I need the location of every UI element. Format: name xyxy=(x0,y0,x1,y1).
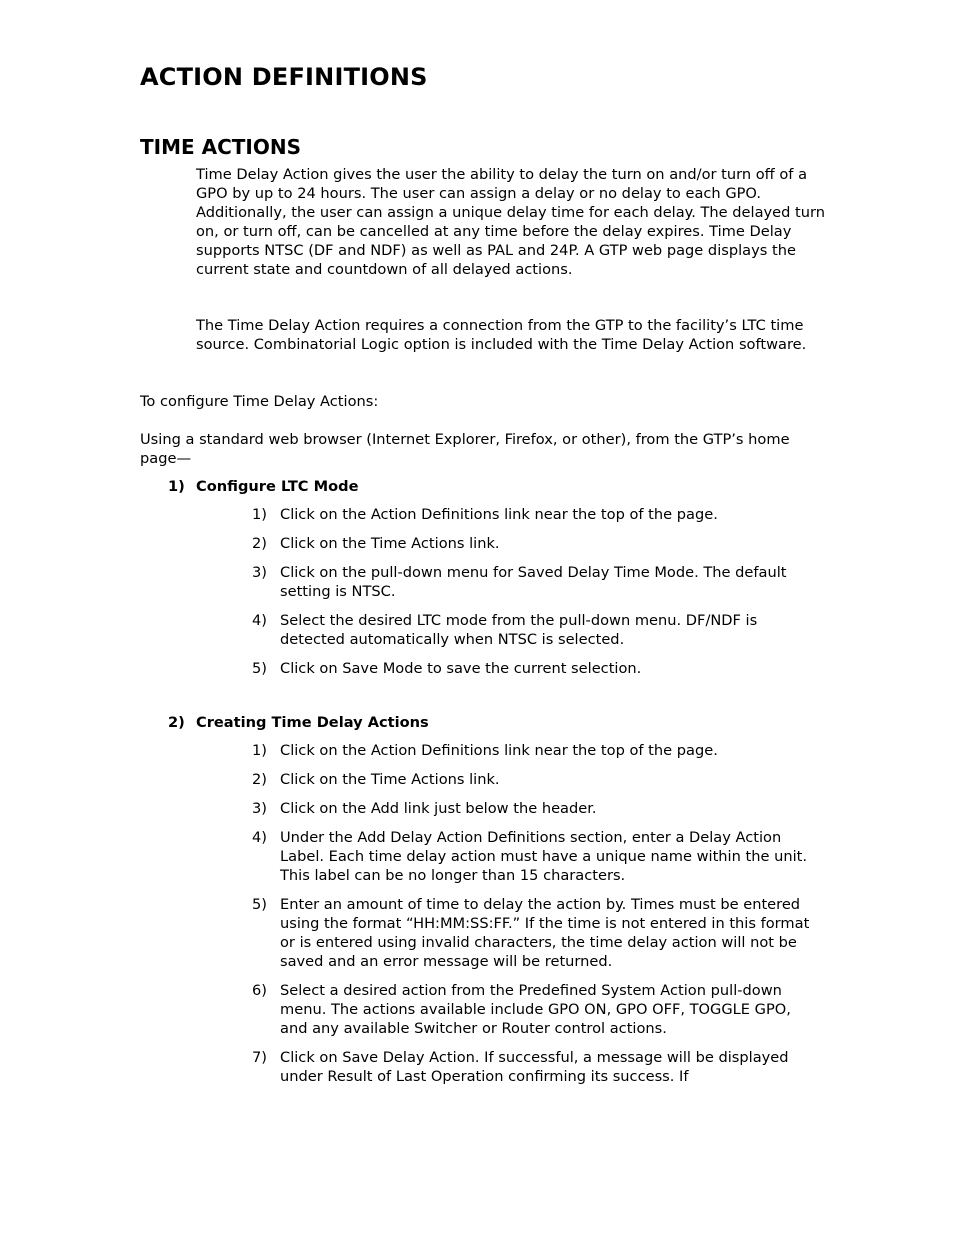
item-text: Enter an amount of time to delay the action by. Times must be entered using the format “HH:MM:SS:FF.” If the time is not entered in this format or is entered using invalid characters, the time delay action will not be saved and an error message will be returned. xyxy=(280,896,810,970)
list-item xyxy=(252,611,822,649)
list-item xyxy=(252,828,822,885)
item-number: 5) xyxy=(252,896,267,913)
configure-line: To configure Time Delay Actions: xyxy=(140,393,379,410)
step-number: 2) xyxy=(168,714,185,731)
item-number: 7) xyxy=(252,1049,267,1066)
item-number: 3) xyxy=(252,800,267,817)
item-number: 5) xyxy=(252,660,267,677)
list-item xyxy=(252,505,822,524)
browser-line: Using a standard web browser (Internet Explorer, Firefox, or other), from the GTP’s home page— xyxy=(140,431,790,467)
page-title: ACTION DEFINITIONS xyxy=(140,63,428,91)
list-item xyxy=(252,1048,822,1086)
intro-paragraph: The Time Delay Action requires a connection from the GTP to the facility’s LTC time source. Combinatorial Logic option is included with the Time Delay Action software. xyxy=(196,317,807,353)
item-text: Click on Save Mode to save the current selection. xyxy=(280,660,642,677)
item-number: 4) xyxy=(252,829,267,846)
list-item xyxy=(252,534,822,553)
list-item xyxy=(252,981,822,1038)
item-text: Select a desired action from the Predefined System Action pull-down menu. The actions available include GPO ON, GPO OFF, TOGGLE GPO, and any available Switcher or Router control actions. xyxy=(280,982,791,1037)
list-item xyxy=(252,659,822,678)
step-list xyxy=(252,505,822,688)
list-item xyxy=(252,770,822,789)
item-text: Click on the pull-down menu for Saved Delay Time Mode. The default setting is NTSC. xyxy=(280,564,787,600)
item-number: 1) xyxy=(252,742,267,759)
step-list xyxy=(252,741,822,1096)
item-number: 2) xyxy=(252,771,267,788)
item-text: Select the desired LTC mode from the pull-down menu. DF/NDF is detected automatically when NTSC is selected. xyxy=(280,612,758,648)
item-number: 6) xyxy=(252,982,267,999)
step-heading xyxy=(168,477,358,496)
list-item xyxy=(252,895,822,971)
item-text: Click on the Add link just below the header. xyxy=(280,800,597,817)
item-text: Click on the Action Definitions link near the top of the page. xyxy=(280,506,718,523)
item-number: 3) xyxy=(252,564,267,581)
step-heading-text: Configure LTC Mode xyxy=(196,478,359,495)
list-item xyxy=(252,799,822,818)
item-number: 1) xyxy=(252,506,267,523)
item-text: Click on Save Delay Action. If successful, a message will be displayed under Result of Last Operation confirming its success. If xyxy=(280,1049,789,1085)
item-text: Under the Add Delay Action Definitions section, enter a Delay Action Label. Each time delay action must have a unique name within the unit. This label can be no longer than 15 characters. xyxy=(280,829,807,884)
section-title: TIME ACTIONS xyxy=(140,135,301,159)
step-number: 1) xyxy=(168,478,185,495)
item-number: 4) xyxy=(252,612,267,629)
intro-paragraph: Time Delay Action gives the user the ability to delay the turn on and/or turn off of a GPO by up to 24 hours. The user can assign a delay or no delay to each GPO. Additionally, the user can assign a unique delay time for each delay. The delayed turn on, or turn off, can be cancelled at any time before the delay expires. Time Delay supports NTSC (DF and NDF) as well as PAL and 24P. A GTP web page displays the current state and countdown of all delayed actions. xyxy=(196,166,826,278)
item-text: Click on the Time Actions link. xyxy=(280,771,500,788)
item-number: 2) xyxy=(252,535,267,552)
step-heading-text: Creating Time Delay Actions xyxy=(196,714,429,731)
item-text: Click on the Time Actions link. xyxy=(280,535,500,552)
item-text: Click on the Action Definitions link near the top of the page. xyxy=(280,742,718,759)
step-heading xyxy=(168,713,429,732)
list-item xyxy=(252,741,822,760)
list-item xyxy=(252,563,822,601)
